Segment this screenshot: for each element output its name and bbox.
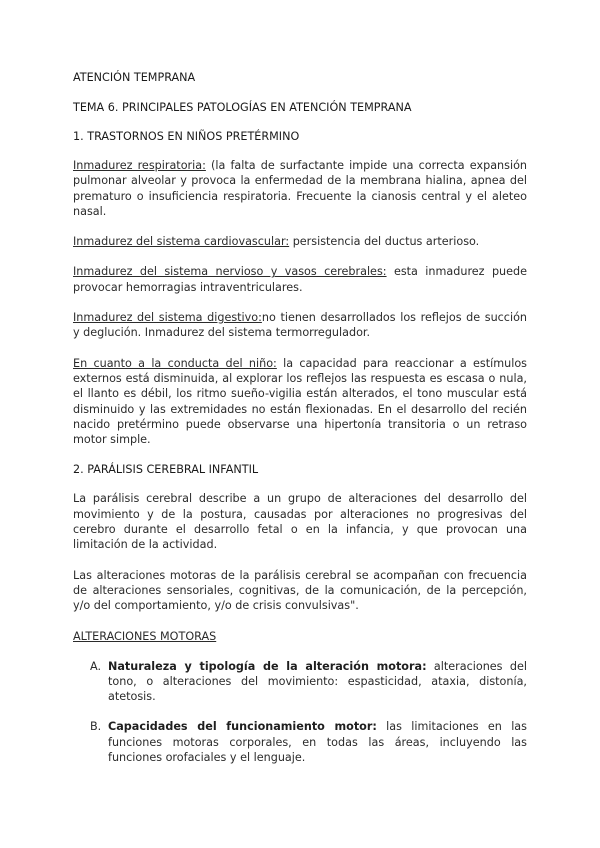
term-behavior: En cuanto a la conducta del niño: (73, 356, 277, 370)
list-marker: A. (90, 659, 102, 673)
text-behavior: la capacidad para reaccionar a estímulos externos está disminuida, al explorar los reflejos las respuesta es escasa o nula, el llanto es débil, los ritmo sueño-vigilia están alterados, el tono muscular está disminuido y las extremidades no están flexionadas. En el desarrollo del recién nacido pretérmino puede observarse una hipertonía transitoria o un retraso motor simple. (73, 356, 527, 447)
list-item (73, 659, 527, 705)
term-cardiovascular: Inmadurez del sistema cardiovascular: (73, 235, 290, 249)
paragraph-cp-associated: Las alteraciones motoras de la parálisis cerebral se acompañan con frecuencia de alteraciones sensoriales, cognitivas, de la comunicación, de la percepción, y/o del comportamiento, y/o de crisis convulsivas". (73, 568, 527, 613)
text-nervous-system: esta inmadurez puede provocar hemorragias intraventriculares. (73, 265, 528, 294)
text-cardiovascular: persistencia del ductus arterioso. (289, 235, 480, 249)
paragraph-respiratory (73, 158, 527, 219)
text-respiratory: (la falta de surfactante impide una correcta expansión pulmonar alveolar y provoca la enfermedad de la membrana hialina, apnea del prematuro o insuficiencia respiratoria. Frecuente la cianosis central y el aleteo nasal. (73, 159, 528, 218)
term-nervous-system: Inmadurez del sistema nervioso y vasos cerebrales: (73, 265, 387, 279)
topic-heading: TEMA 6. PRINCIPALES PATOLOGÍAS EN ATENCIÓN TEMPRANA (73, 101, 412, 114)
subheading-motor-alterations: ALTERACIONES MOTORAS (73, 629, 217, 643)
list-item-title: Capacidades del funcionamiento motor: (108, 720, 377, 734)
paragraph-digestive (73, 310, 527, 341)
list-item-title: Naturaleza y tipología de la alteración motora: (108, 659, 427, 673)
paragraph-cp-definition: La parálisis cerebral describe a un grupo de alteraciones del desarrollo del movimiento y de la postura, causadas por alteraciones no progresivas del cerebro durante el desarrollo fetal o en la infancia, y que provocan una limitación de la actividad. (73, 492, 527, 552)
term-respiratory: Inmadurez respiratoria: (73, 159, 206, 172)
section-2-heading: 2. PARÁLISIS CEREBRAL INFANTIL (73, 463, 259, 477)
text-digestive: no tienen desarrollados los reflejos de succión y deglución. Inmadurez del sistema termorregulador. (73, 311, 528, 340)
section-1-heading: 1. TRASTORNOS EN NIÑOS PRETÉRMINO (73, 130, 300, 143)
paragraph-nervous-system (73, 264, 527, 295)
list-item-text: alteraciones del tono, o alteraciones del movimiento: espasticidad, ataxia, distonía, atetosis. (108, 659, 527, 704)
list-item-text: las limitaciones en las funciones motoras corporales, en todas las áreas, incluyendo las funciones orofaciales y el lenguaje. (108, 720, 527, 765)
term-digestive: Inmadurez del sistema digestivo: (73, 311, 262, 325)
list-marker: B. (90, 720, 102, 734)
paragraph-behavior (73, 356, 527, 448)
paragraph-cardiovascular (73, 234, 527, 249)
list-item (73, 719, 527, 765)
document-title: ATENCIÓN TEMPRANA (73, 71, 196, 84)
motor-alterations-list (73, 659, 527, 766)
